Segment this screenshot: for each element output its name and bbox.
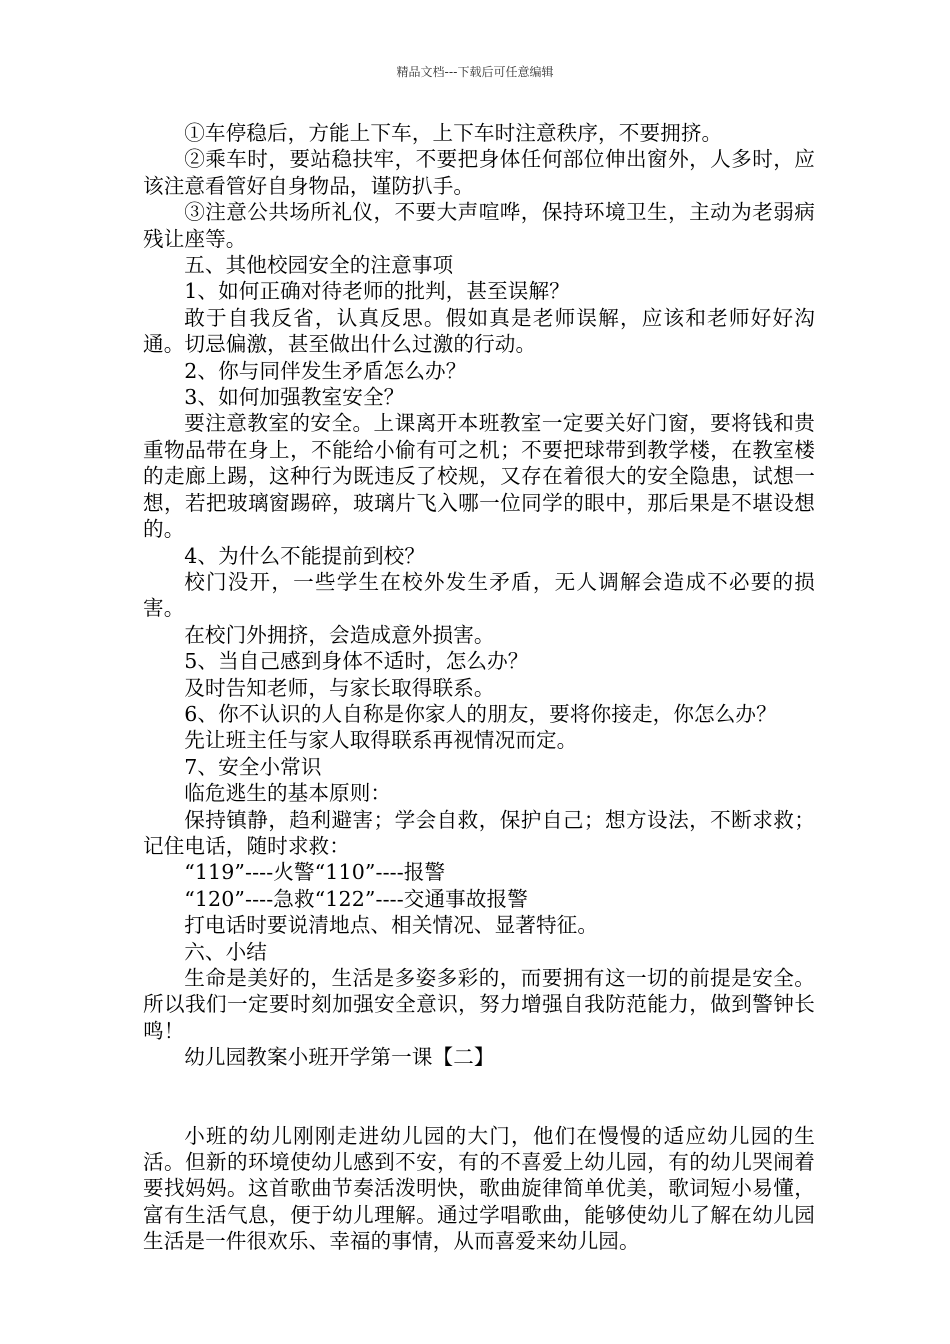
- phone-numbers-line: “120”----急救“122”----交通事故报警: [184, 886, 528, 911]
- question: 5、当自己感到身体不适时，怎么办？: [184, 649, 529, 674]
- page-header: 精品文档---下载后可任意编辑: [396, 65, 554, 79]
- paragraph: ③注意公共场所礼仪，不要大声喧哗，保持环境卫生，主动为老弱病残让座等。: [143, 200, 815, 251]
- question: 1、如何正确对待老师的批判，甚至误解？: [184, 279, 570, 304]
- section-heading: 五、其他校园安全的注意事项: [184, 253, 454, 278]
- section-heading: 六、小结: [184, 939, 267, 964]
- question: 4、为什么不能提前到校？: [184, 543, 426, 568]
- question: 6、你不认识的人自称是你家人的朋友，要将你接走，你怎么办？: [184, 701, 777, 726]
- question: 3、如何加强教室安全？: [184, 385, 405, 410]
- paragraph: 小班的幼儿刚刚走进幼儿园的大门，他们在慢慢的适应幼儿园的生活。但新的环境使幼儿感到不安，有的不喜爱上幼儿园，有的幼儿哭闹着要找妈妈。这首歌曲节奏活泼明快，歌曲旋律简单优美，歌词短小易懂，富有生活气息，便于幼儿理解。通过学唱歌曲，能够使幼儿了解在幼儿园生活是一件很欢乐、幸福的事情，从而喜爱来幼儿园。: [143, 1123, 815, 1254]
- paragraph: ②乘车时，要站稳扶牢，不要把身体任何部位伸出窗外，人多时，应该注意看管好自身物品，谨防扒手。: [143, 147, 815, 198]
- paragraph: 敢于自我反省，认真反思。假如真是老师误解，应该和老师好好沟通。切忌偏激，甚至做出什么过激的行动。: [143, 305, 815, 357]
- question: 7、安全小常识: [184, 754, 322, 779]
- question: 2、你与同伴发生矛盾怎么办？: [184, 358, 467, 383]
- document-body: [143, 120, 815, 1255]
- paragraph: 保持镇静，趋利避害；学会自救，保护自己；想方设法，不断求救；记住电话，随时求救：: [143, 807, 815, 858]
- paragraph: 要注意教室的安全。上课离开本班教室一定要关好门窗，要将钱和贵重物品带在身上，不能给小偷有可之机；不要把球带到教学楼，在教室楼的走廊上踢，这种行为既违反了校规，又存在着很大的安全隐患，试想一想，若把玻璃窗踢碎，玻璃片飞入哪一位同学的眼中，那后果是不堪设想的。: [143, 411, 815, 542]
- paragraph: 先让班主任与家人取得联系再视情况而定。: [184, 728, 578, 753]
- paragraph: 打电话时要说清地点、相关情况、显著特征。: [184, 913, 599, 938]
- phone-numbers-line: “119”----火警“110”----报警: [184, 860, 446, 885]
- paragraph: 生命是美好的，生活是多姿多彩的，而要拥有这一切的前提是安全。所以我们一定要时刻加强安全意识，努力增强自我防范能力，做到警钟长鸣！: [143, 966, 815, 1043]
- lesson-title: 幼儿园教案小班开学第一课【二】: [184, 1045, 495, 1070]
- paragraph: 校门没开，一些学生在校外发生矛盾，无人调解会造成不必要的损害。: [143, 569, 815, 621]
- paragraph: 及时告知老师，与家长取得联系。: [184, 675, 495, 700]
- blank-line: [143, 1071, 815, 1123]
- paragraph: 临危逃生的基本原则：: [184, 781, 392, 806]
- paragraph: ①车停稳后，方能上下车，上下车时注意秩序，不要拥挤。: [184, 121, 723, 145]
- paragraph: 在校门外拥挤，会造成意外损害。: [184, 622, 495, 647]
